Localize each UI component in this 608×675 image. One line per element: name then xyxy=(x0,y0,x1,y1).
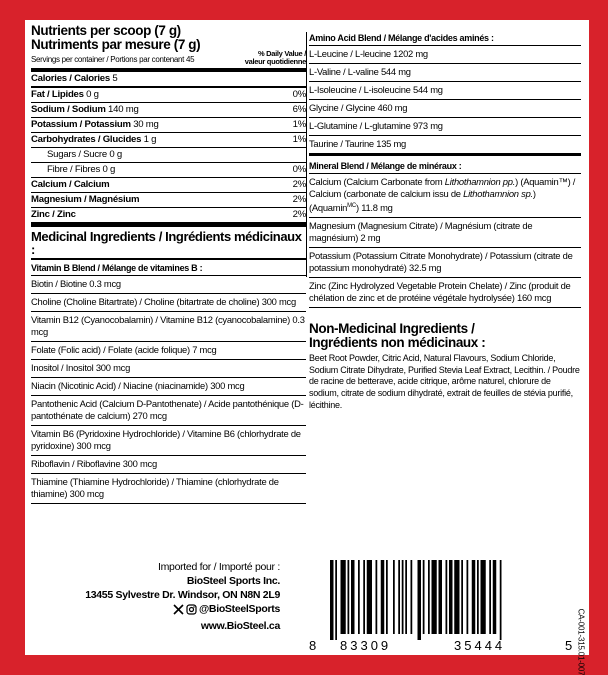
company-name: BioSteel Sports Inc. xyxy=(186,575,280,587)
calories-row xyxy=(31,72,306,88)
list-item: Niacin (Nicotinic Acid) / Niacine (niacinamide) 300 mcg xyxy=(31,378,306,396)
nutrient-row: Potassium / Potassium 30 mg 1% xyxy=(31,118,306,133)
company-address: 13455 Sylvestre Dr. Windsor, ON N8N 2L9 xyxy=(85,589,280,601)
barcode-digit-last: 5 xyxy=(565,638,573,653)
product-code: CA-001-315.01-007 xyxy=(576,608,586,675)
list-item: Zinc (Zinc Hydrolyzed Vegetable Protein Chelate) / Zinc (produit de chélation de zinc et de protéine végétale hydrolysée) 160 mcg xyxy=(309,278,581,308)
mineral-items xyxy=(309,218,581,308)
non-medicinal-text: Beet Root Powder, Citric Acid, Natural Flavours, Sodium Chloride, Sodium Citrate Dihydrate, Purified Stevia Leaf Extract, Lecithin. / Poudre de racine de betterave, acide citrique, arôme naturel, chlorure de sodium, citrate de sodium dihydraté, extrait de feuilles de stévia purifié, lécithine. xyxy=(309,353,580,410)
list-item: Choline (Choline Bitartrate) / Choline (bitartrate de choline) 300 mcg xyxy=(31,294,306,312)
barcode xyxy=(309,560,575,655)
barcode-bars xyxy=(320,560,560,640)
servings-per-container: Servings per container / Portions par contenant 45 xyxy=(31,55,195,64)
list-item: Vitamin B12 (Cyanocobalamin) / Vitamine B12 (cyanocobalamine) 0.3 mcg xyxy=(31,312,306,342)
calories-value: 5 xyxy=(112,73,118,84)
nutrient-row: Magnesium / Magnésium 2% xyxy=(31,193,306,208)
list-item: Glycine / Glycine 460 mg xyxy=(309,100,581,118)
medicinal-title: Medicinal Ingredients / Ingrédients médicinaux : xyxy=(31,229,302,257)
calories-label: Calories / Calories xyxy=(31,73,110,84)
nutrient-row: Zinc / Zinc 2% xyxy=(31,208,306,223)
list-item: L-Valine / L-valine 544 mg xyxy=(309,64,581,82)
amino-items xyxy=(309,46,581,154)
left-column xyxy=(31,24,306,504)
nutrient-row: Sodium / Sodium 140 mg 6% xyxy=(31,103,306,118)
amino-header: Amino Acid Blend / Mélange d'acides aminés : xyxy=(309,32,581,46)
list-item: Vitamin B6 (Pyridoxine Hydrochloride) / Vitamine B6 (chlorhydrate de pyridoxine) 300 mcg xyxy=(31,426,306,456)
list-item: Inositol / Inositol 300 mcg xyxy=(31,360,306,378)
medicinal-items xyxy=(31,276,306,504)
list-item: Magnesium (Magnesium Citrate) / Magnésium (citrate de magnésium) 2 mg xyxy=(309,218,581,248)
list-item: L-Glutamine / L-glutamine 973 mg xyxy=(309,118,581,136)
barcode-digit-first: 8 xyxy=(309,638,317,653)
barcode-digits-right: 35444 xyxy=(454,638,506,653)
nutrients-title-fr: Nutriments par mesure (7 g) xyxy=(31,37,201,52)
list-item: Pantothenic Acid (Calcium D-Pantothenate) / Acide pantothénique (D-pantothénate de calcium) 270 mcg xyxy=(31,396,306,426)
mineral-calcium: Calcium (Calcium Carbonate from Lithothamnion pp.) (Aquamin™) / Calcium (carbonate de calcium issu de Lithothamnion sp.) (Aquamin$^{MC}$) 11.8 mg xyxy=(309,174,581,218)
nutrient-rows xyxy=(31,88,306,223)
social-handle: @BioSteelSports xyxy=(173,602,280,616)
label-panel xyxy=(25,20,589,675)
nutrients-title-en: Nutrients per scoop (7 g) xyxy=(31,23,181,38)
daily-value-label: % Daily Value / valeur quotidienne xyxy=(244,49,306,66)
barcode-digits-left: 83309 xyxy=(340,638,392,653)
nutrient-row: Calcium / Calcium 2% xyxy=(31,178,306,193)
list-item: Riboflavin / Riboflavine 300 mcg xyxy=(31,456,306,474)
list-item: Potassium (Potassium Citrate Monohydrate) / Potassium (citrate de potassium monohydraté) 32.5 mg xyxy=(309,248,581,278)
nutrient-row: Sugars / Sucre 0 g xyxy=(31,148,306,163)
website: www.BioSteel.ca xyxy=(200,619,280,632)
nutrient-row: Carbohydrates / Glucides 1 g 1% xyxy=(31,133,306,148)
list-item: Thiamine (Thiamine Hydrochloride) / Thiamine (chlorhydrate de thiamine) 300 mcg xyxy=(31,474,306,504)
list-item: L-Leucine / L-leucine 1202 mg xyxy=(309,46,581,64)
non-medicinal-title: Non-Medicinal Ingredients / Ingrédients non médicinaux : xyxy=(309,321,486,351)
right-column xyxy=(309,32,581,411)
nutrient-row: Fibre / Fibres 0 g 0% xyxy=(31,163,306,178)
list-item: Taurine / Taurine 135 mg xyxy=(309,136,581,154)
mineral-header: Mineral Blend / Mélange de minéraux : xyxy=(309,160,581,174)
instagram-icon xyxy=(186,604,197,615)
vitamin-blend-header: Vitamin B Blend / Mélange de vitamines B : xyxy=(31,262,306,276)
imported-for: Imported for / Importé pour : xyxy=(157,561,280,573)
list-item: Folate (Folic acid) / Folate (acide folique) 7 mcg xyxy=(31,342,306,360)
importer-block xyxy=(25,560,280,633)
nutrient-row: Fat / Lipides 0 g 0% xyxy=(31,88,306,103)
list-item: Biotin / Biotine 0.3 mcg xyxy=(31,276,306,294)
list-item: L-Isoleucine / L-isoleucine 544 mg xyxy=(309,82,581,100)
x-logo-icon xyxy=(173,604,184,615)
